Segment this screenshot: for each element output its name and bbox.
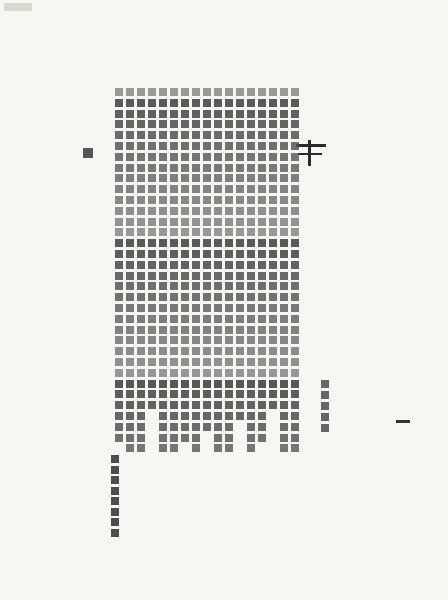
body-text-columns [110, 88, 300, 458]
date-line [110, 455, 120, 541]
library-stamp [4, 3, 32, 11]
margin-mark [83, 148, 93, 158]
signature [320, 380, 330, 436]
page-number [396, 420, 410, 423]
